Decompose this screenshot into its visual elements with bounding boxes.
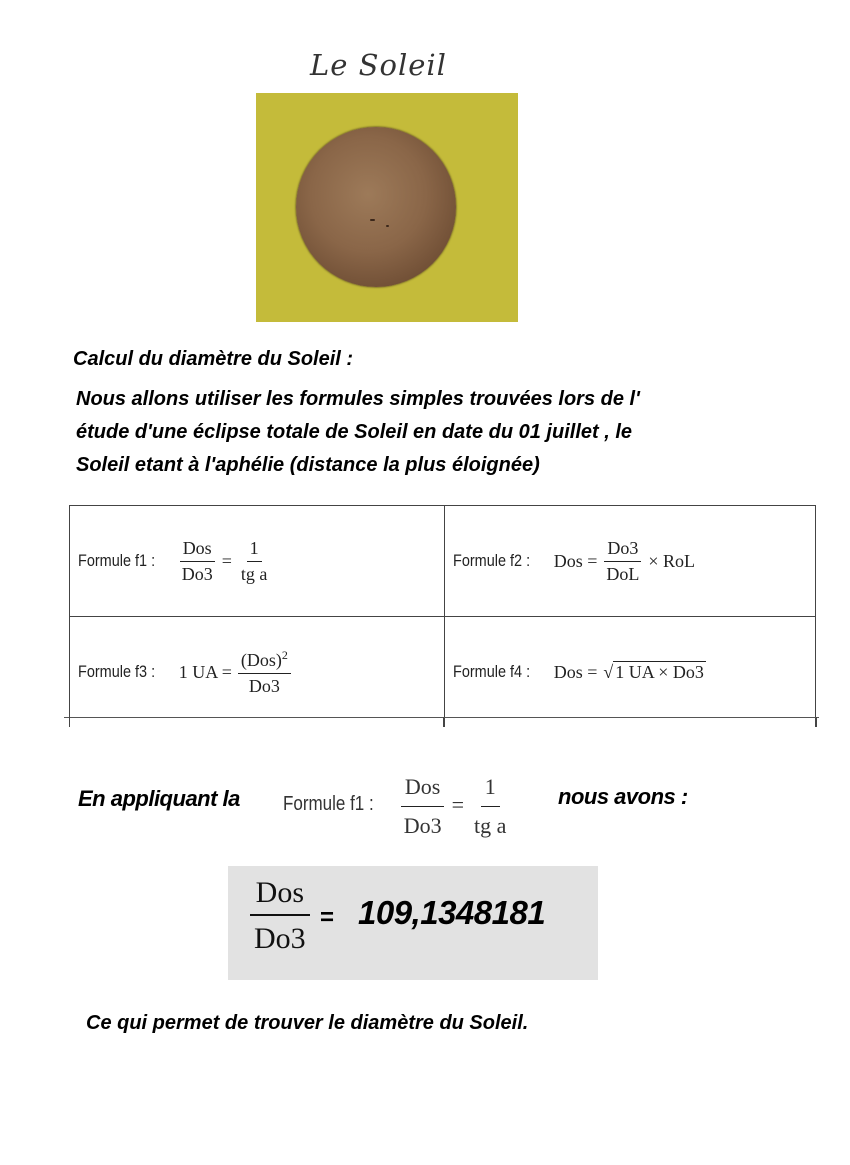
applied-formula: Formule f1 : $\frac{\text{Dos}}{Do3}$ = $\frac{1}{\text{tg a}}$ (283, 770, 510, 839)
formula-label: Formule f1 : (283, 793, 374, 815)
formula-table (69, 505, 816, 727)
sun-disk (296, 127, 456, 287)
intro-paragraph (76, 383, 796, 482)
divider (69, 717, 70, 727)
sun-photo (256, 93, 518, 322)
apply-formula-line (78, 770, 778, 850)
square-root: √ 1 UA × Do3 (603, 661, 704, 682)
fraction: $\frac{Do3}{\text{DoL}}$ (606, 537, 640, 584)
formula-f3-cell: Formule f3 : 1 UA = $\frac{(Dos)^2}{Do3}$ (70, 617, 445, 728)
formula-f2-cell: Formule f2 : Dos = $\frac{Do3}{\text{DoL}}$ × RoL (445, 506, 816, 617)
apply-prefix: En appliquant la (78, 786, 240, 811)
divider (443, 717, 444, 727)
sunspot (370, 219, 375, 221)
result-box (228, 866, 598, 980)
fraction: $\frac{\text{Dos}}{Do3}$ (179, 538, 216, 585)
intro-line: Soleil etant à l'aphélie (distance la plus éloignée) (76, 454, 540, 476)
result-value: 109,1348181 (358, 894, 546, 931)
conclusion-text: Ce qui permet de trouver le diamètre du Soleil. (86, 1012, 529, 1034)
fraction: $\frac{\text{Dos}}{Do3}$ (400, 770, 446, 839)
intro-line: Nous allons utiliser les formules simples trouvées lors de l' (76, 388, 640, 410)
formula-label: Formule f1 : (78, 551, 156, 570)
fraction: $\frac{(Dos)^2}{Do3}$ (238, 648, 291, 697)
fraction: $\frac{1}{\text{tg a}}$ (240, 537, 268, 584)
intro-line: étude d'une éclipse totale de Soleil en date du 01 juillet , le (76, 421, 633, 443)
result-fraction: Dos Do3 (248, 876, 312, 956)
equals-sign: = (320, 904, 335, 931)
formula-f4-cell: Formule f4 : Dos = √ 1 UA × Do3 (445, 617, 816, 728)
apply-suffix: nous avons : (558, 784, 688, 809)
formula-label: Formule f3 : (78, 662, 156, 681)
divider (816, 717, 817, 727)
section-heading: Calcul du diamètre du Soleil : (73, 348, 354, 370)
table-bottom-rule (64, 717, 819, 718)
formula-label: Formule f4 : (453, 662, 531, 681)
page-title: Le Soleil (310, 48, 447, 82)
fraction: $\frac{1}{\text{tg a}}$ (470, 770, 510, 839)
formula-label: Formule f2 : (453, 551, 531, 570)
sunspot (386, 225, 389, 227)
formula-f1-cell: Formule f1 : $\frac{\text{Dos}}{Do3}$ = $\frac{1}{\text{tg a}}$ (70, 506, 445, 617)
